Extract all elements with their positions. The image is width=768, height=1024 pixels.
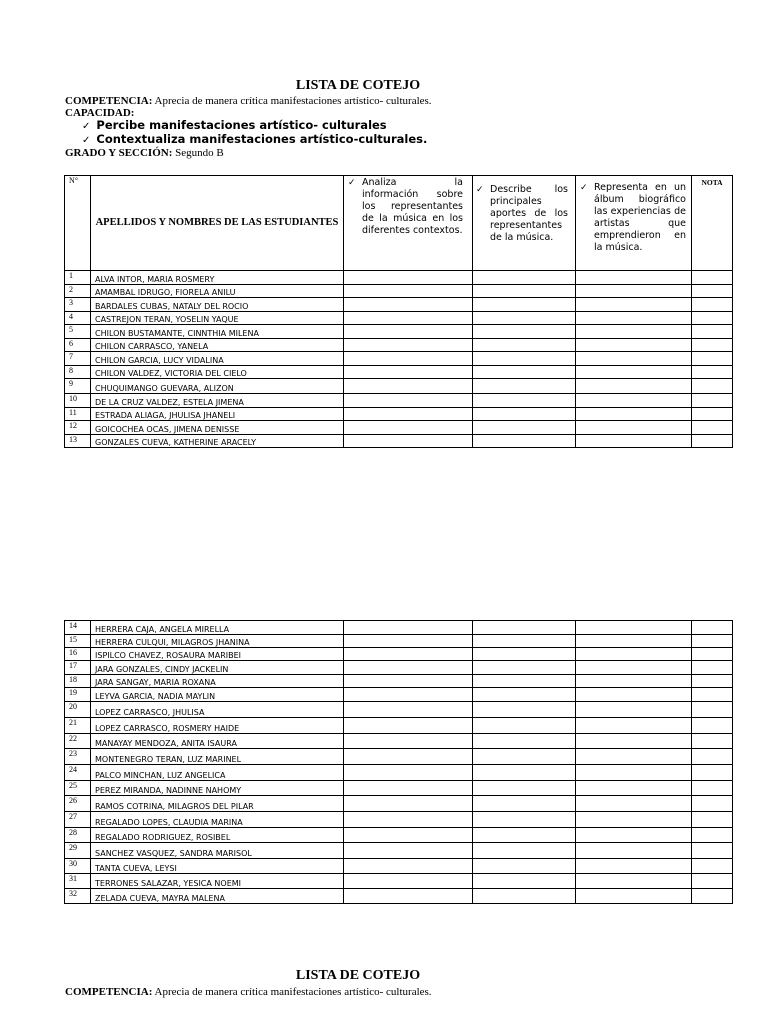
nota-cell[interactable] — [692, 366, 733, 379]
criterion-2-cell[interactable] — [473, 435, 576, 448]
table-header-row — [65, 176, 733, 271]
student-number: 4 — [65, 312, 91, 325]
criterion-2-cell[interactable] — [473, 859, 576, 874]
student-number: 2 — [65, 285, 91, 298]
nota-cell[interactable] — [692, 394, 733, 408]
table-row — [65, 749, 733, 765]
table-row — [65, 702, 733, 718]
criterion-2-cell[interactable] — [473, 339, 576, 352]
table-row — [65, 765, 733, 781]
nota-cell[interactable] — [692, 765, 733, 781]
criterion-3-cell[interactable] — [576, 312, 692, 325]
nota-cell[interactable] — [692, 734, 733, 749]
criterion-1-cell[interactable] — [344, 874, 473, 889]
table-row — [65, 781, 733, 796]
nota-cell[interactable] — [692, 325, 733, 339]
criterion-1-cell[interactable] — [344, 435, 473, 448]
student-number: 5 — [65, 325, 91, 339]
student-name: CHUQUIMANGO GUEVARA, ALIZON — [91, 379, 344, 394]
student-name: ALVA INTOR, MARIA ROSMERY — [91, 271, 344, 285]
criterion-1-cell[interactable] — [344, 312, 473, 325]
criterion-2-cell[interactable] — [473, 394, 576, 408]
student-number: 11 — [65, 408, 91, 421]
table-row — [65, 718, 733, 734]
table-row — [65, 271, 733, 285]
competencia-line-page-2 — [65, 986, 432, 998]
table-row — [65, 688, 733, 702]
criterion-2-cell[interactable] — [473, 379, 576, 394]
student-number: 3 — [65, 298, 91, 312]
criterion-2-cell[interactable] — [473, 718, 576, 734]
nota-cell[interactable] — [692, 796, 733, 812]
checkmark-icon: ✓ — [580, 183, 588, 193]
criterion-3-cell[interactable] — [576, 718, 692, 734]
student-number: 12 — [65, 421, 91, 435]
student-name: PALCO MINCHAN, LUZ ANGELICA — [91, 765, 344, 781]
student-number: 27 — [65, 812, 91, 828]
criterion-3-cell[interactable] — [576, 781, 692, 796]
criterion-1-cell[interactable] — [344, 812, 473, 828]
criterion-1-cell[interactable] — [344, 421, 473, 435]
criterion-1-cell[interactable] — [344, 366, 473, 379]
criterion-3-cell[interactable] — [576, 828, 692, 843]
criterion-2-cell[interactable] — [473, 702, 576, 718]
checkmark-icon: ✓ — [476, 185, 484, 195]
number-header: N° — [65, 176, 91, 271]
criterion-1-cell[interactable] — [344, 635, 473, 648]
nota-cell[interactable] — [692, 688, 733, 702]
nota-cell[interactable] — [692, 675, 733, 688]
criterion-1-cell[interactable] — [344, 889, 473, 904]
criterion-text: Representa en un álbum biográfico las experiencias de artistas que emprendieron en la música. — [594, 182, 686, 253]
criterion-2-cell[interactable] — [473, 635, 576, 648]
criterion-2-cell[interactable] — [473, 765, 576, 781]
grado-text: Segundo B — [175, 147, 224, 159]
student-name: CHILON VALDEZ, VICTORIA DEL CIELO — [91, 366, 344, 379]
student-number: 9 — [65, 379, 91, 394]
student-number: 15 — [65, 635, 91, 648]
capacidad-item — [82, 132, 427, 148]
student-name: BARDALES CUBAS, NATALY DEL ROCIO — [91, 298, 344, 312]
criterion-3-cell[interactable] — [576, 271, 692, 285]
table-row — [65, 874, 733, 889]
criterion-3-cell[interactable] — [576, 843, 692, 859]
criterion-3-cell[interactable] — [576, 421, 692, 435]
student-name: TERRONES SALAZAR, YESICA NOEMI — [91, 874, 344, 889]
nota-cell[interactable] — [692, 889, 733, 904]
nota-cell[interactable] — [692, 285, 733, 298]
criterion-1-cell[interactable] — [344, 352, 473, 366]
criterion-1-cell[interactable] — [344, 702, 473, 718]
capacidad-label: CAPACIDAD: — [65, 107, 135, 119]
student-name: SANCHEZ VASQUEZ, SANDRA MARISOL — [91, 843, 344, 859]
student-number: 20 — [65, 702, 91, 718]
student-name: CHILON CARRASCO, YANELA — [91, 339, 344, 352]
criterion-2-cell[interactable] — [473, 843, 576, 859]
criterion-3-cell[interactable] — [576, 734, 692, 749]
student-number: 18 — [65, 675, 91, 688]
nota-cell[interactable] — [692, 648, 733, 661]
criterion-1-cell[interactable] — [344, 408, 473, 421]
criterion-2-cell[interactable] — [473, 828, 576, 843]
criterion-2-cell[interactable] — [473, 325, 576, 339]
checkmark-icon: ✓ — [348, 178, 356, 188]
student-name: GOICOCHEA OCAS, JIMENA DENISSE — [91, 421, 344, 435]
nota-cell[interactable] — [692, 621, 733, 635]
nota-header: NOTA — [692, 176, 733, 271]
criterion-3-cell[interactable] — [576, 702, 692, 718]
criterion-1-header — [344, 176, 473, 271]
student-number: 19 — [65, 688, 91, 702]
student-name: CASTREJON TERAN, YOSELIN YAQUE — [91, 312, 344, 325]
document-title: LISTA DE COTEJO — [295, 78, 421, 93]
criterion-2-cell[interactable] — [473, 734, 576, 749]
table-row — [65, 421, 733, 435]
nota-cell[interactable] — [692, 271, 733, 285]
criterion-3-cell[interactable] — [576, 648, 692, 661]
criterion-1-cell[interactable] — [344, 661, 473, 675]
nota-cell[interactable] — [692, 352, 733, 366]
student-name: HERRERA CULQUI, MILAGROS JHANINA — [91, 635, 344, 648]
nota-cell[interactable] — [692, 874, 733, 889]
criterion-2-cell[interactable] — [473, 421, 576, 435]
criterion-1-cell[interactable] — [344, 339, 473, 352]
student-name: JARA SANGAY, MARIA ROXANA — [91, 675, 344, 688]
criterion-2-cell[interactable] — [473, 285, 576, 298]
table-row — [65, 843, 733, 859]
table-row — [65, 635, 733, 648]
table-row — [65, 621, 733, 635]
criterion-2-cell[interactable] — [473, 621, 576, 635]
criterion-3-cell[interactable] — [576, 749, 692, 765]
criterion-1-cell[interactable] — [344, 765, 473, 781]
criterion-1-cell[interactable] — [344, 843, 473, 859]
criterion-1-cell[interactable] — [344, 379, 473, 394]
nota-cell[interactable] — [692, 859, 733, 874]
criterion-1-cell[interactable] — [344, 734, 473, 749]
nota-cell[interactable] — [692, 781, 733, 796]
student-number: 23 — [65, 749, 91, 765]
criterion-1-cell[interactable] — [344, 298, 473, 312]
capacidad-text: Contextualiza manifestaciones artístico-culturales. — [96, 132, 428, 146]
criterion-3-cell[interactable] — [576, 635, 692, 648]
student-number: 26 — [65, 796, 91, 812]
table-row — [65, 366, 733, 379]
table-row — [65, 408, 733, 421]
criterion-3-cell[interactable] — [576, 366, 692, 379]
criterion-2-header — [473, 176, 576, 271]
student-name: AMAMBAL IDRUGO, FIORELA ANILU — [91, 285, 344, 298]
criterion-2-cell[interactable] — [473, 889, 576, 904]
student-name: DE LA CRUZ VALDEZ, ESTELA JIMENA — [91, 394, 344, 408]
criterion-3-cell[interactable] — [576, 874, 692, 889]
nota-cell[interactable] — [692, 718, 733, 734]
checkmark-icon: ✓ — [82, 121, 91, 132]
table-row — [65, 298, 733, 312]
student-name: MANAYAY MENDOZA, ANITA ISAURA — [91, 734, 344, 749]
criterion-1-cell[interactable] — [344, 325, 473, 339]
student-number: 25 — [65, 781, 91, 796]
student-number: 10 — [65, 394, 91, 408]
student-number: 24 — [65, 765, 91, 781]
table-row — [65, 339, 733, 352]
student-name: JARA GONZALES, CINDY JACKELIN — [91, 661, 344, 675]
table-row — [65, 379, 733, 394]
nota-cell[interactable] — [692, 435, 733, 448]
criterion-2-cell[interactable] — [473, 312, 576, 325]
criterion-2-cell[interactable] — [473, 796, 576, 812]
criterion-1-cell[interactable] — [344, 394, 473, 408]
criterion-2-cell[interactable] — [473, 648, 576, 661]
criterion-3-cell[interactable] — [576, 408, 692, 421]
student-number: 28 — [65, 828, 91, 843]
competencia-label: COMPETENCIA: — [65, 986, 153, 998]
competencia-text: Aprecia de manera crítica manifestaciones artístico- culturales. — [154, 986, 432, 998]
table-row — [65, 352, 733, 366]
criterion-3-cell[interactable] — [576, 889, 692, 904]
grado-label: GRADO Y SECCIÓN: — [65, 147, 173, 159]
document-title-page-2: LISTA DE COTEJO — [295, 968, 421, 983]
nota-cell[interactable] — [692, 379, 733, 394]
nota-cell[interactable] — [692, 828, 733, 843]
student-number: 17 — [65, 661, 91, 675]
nota-cell[interactable] — [692, 702, 733, 718]
table-row — [65, 435, 733, 448]
criterion-3-cell[interactable] — [576, 688, 692, 702]
criterion-2-cell[interactable] — [473, 874, 576, 889]
criterion-3-header — [576, 176, 692, 271]
table-row — [65, 812, 733, 828]
criterion-text: Analiza la información sobre los representantes de la música en los diferentes contextos. — [362, 177, 463, 236]
criterion-2-cell[interactable] — [473, 298, 576, 312]
criterion-3-cell[interactable] — [576, 435, 692, 448]
criterion-1-cell[interactable] — [344, 648, 473, 661]
student-number: 13 — [65, 435, 91, 448]
criterion-3-cell[interactable] — [576, 394, 692, 408]
criterion-1-cell[interactable] — [344, 859, 473, 874]
student-name: LOPEZ CARRASCO, JHULISA — [91, 702, 344, 718]
student-name: ISPILCO CHAVEZ, ROSAURA MARIBEI — [91, 648, 344, 661]
competencia-text: Aprecia de manera crítica manifestaciones artístico- culturales. — [154, 95, 432, 107]
student-name: GONZALES CUEVA, KATHERINE ARACELY — [91, 435, 344, 448]
student-number: 21 — [65, 718, 91, 734]
student-number: 29 — [65, 843, 91, 859]
criterion-3-cell[interactable] — [576, 796, 692, 812]
criterion-1-cell[interactable] — [344, 688, 473, 702]
criterion-3-cell[interactable] — [576, 285, 692, 298]
criterion-3-cell[interactable] — [576, 379, 692, 394]
table-row — [65, 796, 733, 812]
student-name: LOPEZ CARRASCO, ROSMERY HAIDE — [91, 718, 344, 734]
student-name: ESTRADA ALIAGA, JHULISA JHANELI — [91, 408, 344, 421]
criterion-3-cell[interactable] — [576, 765, 692, 781]
criterion-3-cell[interactable] — [576, 812, 692, 828]
nota-cell[interactable] — [692, 421, 733, 435]
student-name: MONTENEGRO TERAN, LUZ MARINEL — [91, 749, 344, 765]
nota-cell[interactable] — [692, 661, 733, 675]
table-row — [65, 312, 733, 325]
criterion-2-cell[interactable] — [473, 408, 576, 421]
criterion-2-cell[interactable] — [473, 352, 576, 366]
criterion-3-cell[interactable] — [576, 352, 692, 366]
criterion-1-cell[interactable] — [344, 621, 473, 635]
student-number: 8 — [65, 366, 91, 379]
nota-cell[interactable] — [692, 749, 733, 765]
criterion-1-cell[interactable] — [344, 796, 473, 812]
table-row — [65, 648, 733, 661]
criterion-3-cell[interactable] — [576, 339, 692, 352]
table-row — [65, 661, 733, 675]
criterion-3-cell[interactable] — [576, 298, 692, 312]
table-row — [65, 889, 733, 904]
student-number: 6 — [65, 339, 91, 352]
student-name: CHILON BUSTAMANTE, CINNTHIA MILENA — [91, 325, 344, 339]
criterion-2-cell[interactable] — [473, 271, 576, 285]
student-number: 31 — [65, 874, 91, 889]
table-row — [65, 828, 733, 843]
checklist-table — [64, 175, 733, 448]
student-name: ZELADA CUEVA, MAYRA MALENA — [91, 889, 344, 904]
student-number: 1 — [65, 271, 91, 285]
criterion-1-cell[interactable] — [344, 781, 473, 796]
criterion-2-cell[interactable] — [473, 661, 576, 675]
grado-line — [65, 147, 224, 159]
student-name: RAMOS COTRINA, MILAGROS DEL PILAR — [91, 796, 344, 812]
criterion-3-cell[interactable] — [576, 621, 692, 635]
criterion-2-cell[interactable] — [473, 688, 576, 702]
student-name: TANTA CUEVA, LEYSI — [91, 859, 344, 874]
student-number: 14 — [65, 621, 91, 635]
student-number: 32 — [65, 889, 91, 904]
criterion-2-cell[interactable] — [473, 749, 576, 765]
criterion-2-cell[interactable] — [473, 675, 576, 688]
criterion-3-cell[interactable] — [576, 325, 692, 339]
student-number: 7 — [65, 352, 91, 366]
nota-cell[interactable] — [692, 408, 733, 421]
student-name: CHILON GARCIA, LUCY VIDALINA — [91, 352, 344, 366]
student-number: 16 — [65, 648, 91, 661]
checkmark-icon: ✓ — [82, 135, 91, 146]
criterion-1-cell[interactable] — [344, 285, 473, 298]
table-row — [65, 285, 733, 298]
student-name: REGALADO RODRIGUEZ, ROSIBEL — [91, 828, 344, 843]
criterion-1-cell[interactable] — [344, 718, 473, 734]
criterion-text: Describe los principales aportes de los representantes de la música. — [490, 184, 568, 243]
nota-cell[interactable] — [692, 312, 733, 325]
table-row — [65, 859, 733, 874]
nota-cell[interactable] — [692, 635, 733, 648]
table-row — [65, 325, 733, 339]
student-name: PEREZ MIRANDA, NADINNE NAHOMY — [91, 781, 344, 796]
criterion-1-cell[interactable] — [344, 675, 473, 688]
criterion-3-cell[interactable] — [576, 661, 692, 675]
student-name: REGALADO LOPES, CLAUDIA MARINA — [91, 812, 344, 828]
name-header: APELLIDOS Y NOMBRES DE LAS ESTUDIANTES — [91, 176, 344, 271]
criterion-1-cell[interactable] — [344, 749, 473, 765]
checklist-table-continued — [64, 620, 733, 904]
student-number: 22 — [65, 734, 91, 749]
criterion-2-cell[interactable] — [473, 812, 576, 828]
competencia-line — [65, 95, 432, 107]
criterion-2-cell[interactable] — [473, 781, 576, 796]
criterion-3-cell[interactable] — [576, 675, 692, 688]
criterion-1-cell[interactable] — [344, 828, 473, 843]
student-name: LEYVA GARCIA, NADIA MAYLIN — [91, 688, 344, 702]
student-number: 30 — [65, 859, 91, 874]
student-name: HERRERA CAJA, ANGELA MIRELLA — [91, 621, 344, 635]
capacidad-text: Percibe manifestaciones artístico- culturales — [96, 118, 387, 132]
criterion-3-cell[interactable] — [576, 859, 692, 874]
table-row — [65, 394, 733, 408]
criterion-1-cell[interactable] — [344, 271, 473, 285]
nota-cell[interactable] — [692, 298, 733, 312]
table-row — [65, 734, 733, 749]
nota-cell[interactable] — [692, 339, 733, 352]
competencia-label: COMPETENCIA: — [65, 95, 153, 107]
criterion-2-cell[interactable] — [473, 366, 576, 379]
nota-cell[interactable] — [692, 812, 733, 828]
table-row — [65, 675, 733, 688]
nota-cell[interactable] — [692, 843, 733, 859]
